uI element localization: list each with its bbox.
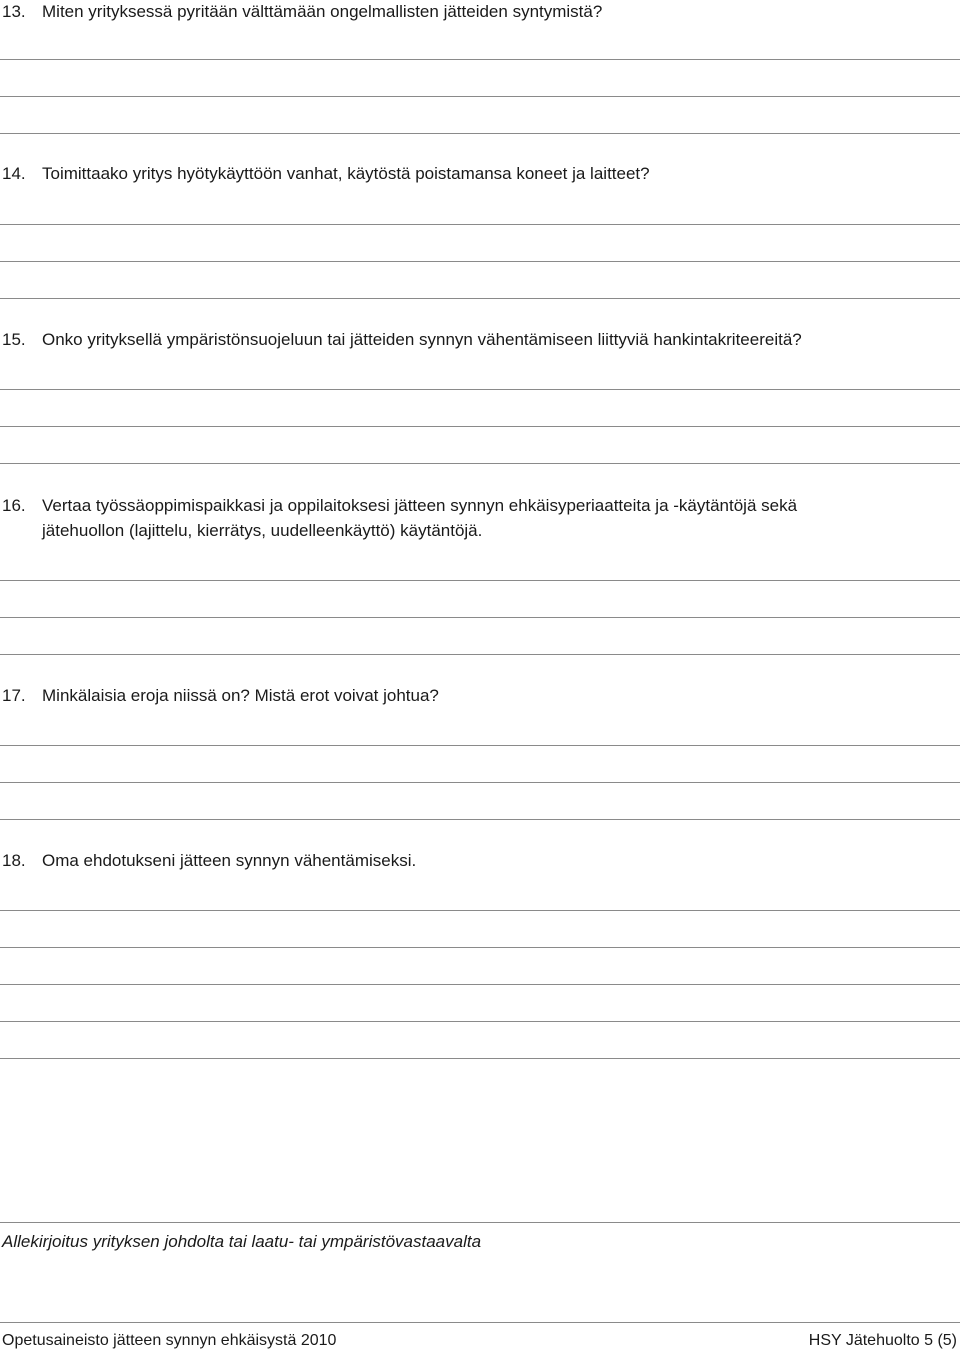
signature-label: Allekirjoitus yrityksen johdolta tai laatu- tai ympäristövastaavalta xyxy=(2,1232,482,1251)
question-text: Onko yrityksellä ympäristönsuojeluun tai jätteiden synnyn vähentämiseen liittyviä hankintakriteereitä? xyxy=(42,330,802,349)
question-text: Minkälaisia eroja niissä on? Mistä erot voivat johtua? xyxy=(42,686,439,705)
question-13 xyxy=(0,0,960,24)
answer-line[interactable] xyxy=(0,59,960,60)
question-number: 18. xyxy=(2,851,26,870)
page-footer xyxy=(0,1330,960,1352)
answer-line[interactable] xyxy=(0,261,960,262)
footer-divider xyxy=(0,1322,960,1323)
answer-line[interactable] xyxy=(0,984,960,985)
answer-line[interactable] xyxy=(0,819,960,820)
answer-line[interactable] xyxy=(0,96,960,97)
question-number: 14. xyxy=(2,164,26,183)
answer-line[interactable] xyxy=(0,745,960,746)
question-number: 15. xyxy=(2,330,26,349)
answer-line[interactable] xyxy=(0,654,960,655)
question-text: Miten yrityksessä pyritään välttämään ongelmallisten jätteiden syntymistä? xyxy=(42,2,603,21)
answer-line[interactable] xyxy=(0,463,960,464)
answer-line[interactable] xyxy=(0,133,960,134)
question-text: Oma ehdotukseni jätteen synnyn vähentämiseksi. xyxy=(42,851,417,870)
answer-line[interactable] xyxy=(0,617,960,618)
answer-line[interactable] xyxy=(0,1058,960,1059)
question-18 xyxy=(0,848,960,873)
answer-line[interactable] xyxy=(0,947,960,948)
answer-line[interactable] xyxy=(0,910,960,911)
question-16 xyxy=(0,493,960,543)
footer-page-number: HSY Jätehuolto 5 (5) xyxy=(808,1332,957,1349)
answer-line[interactable] xyxy=(0,580,960,581)
question-text-continuation: jätehuollon (lajittelu, kierrätys, uudelleenkäyttö) käytäntöjä. xyxy=(42,521,483,540)
question-number: 17. xyxy=(2,686,26,705)
answer-line[interactable] xyxy=(0,224,960,225)
signature-line[interactable] xyxy=(0,1222,960,1223)
question-17 xyxy=(0,683,960,708)
answer-line[interactable] xyxy=(0,389,960,390)
answer-line[interactable] xyxy=(0,426,960,427)
answer-line[interactable] xyxy=(0,298,960,299)
question-number: 16. xyxy=(2,496,26,515)
answer-line[interactable] xyxy=(0,1021,960,1022)
question-15 xyxy=(0,327,960,352)
question-number: 13. xyxy=(2,2,26,21)
question-text: Vertaa työssäoppimispaikkasi ja oppilaitoksesi jätteen synnyn ehkäisyperiaatteita ja -käytäntöjä sekä xyxy=(42,496,798,515)
question-text: Toimittaako yritys hyötykäyttöön vanhat, käytöstä poistamansa koneet ja laitteet? xyxy=(42,164,650,183)
answer-line[interactable] xyxy=(0,782,960,783)
question-14 xyxy=(0,161,960,186)
footer-source: Opetusaineisto jätteen synnyn ehkäisystä 2010 xyxy=(2,1332,337,1349)
